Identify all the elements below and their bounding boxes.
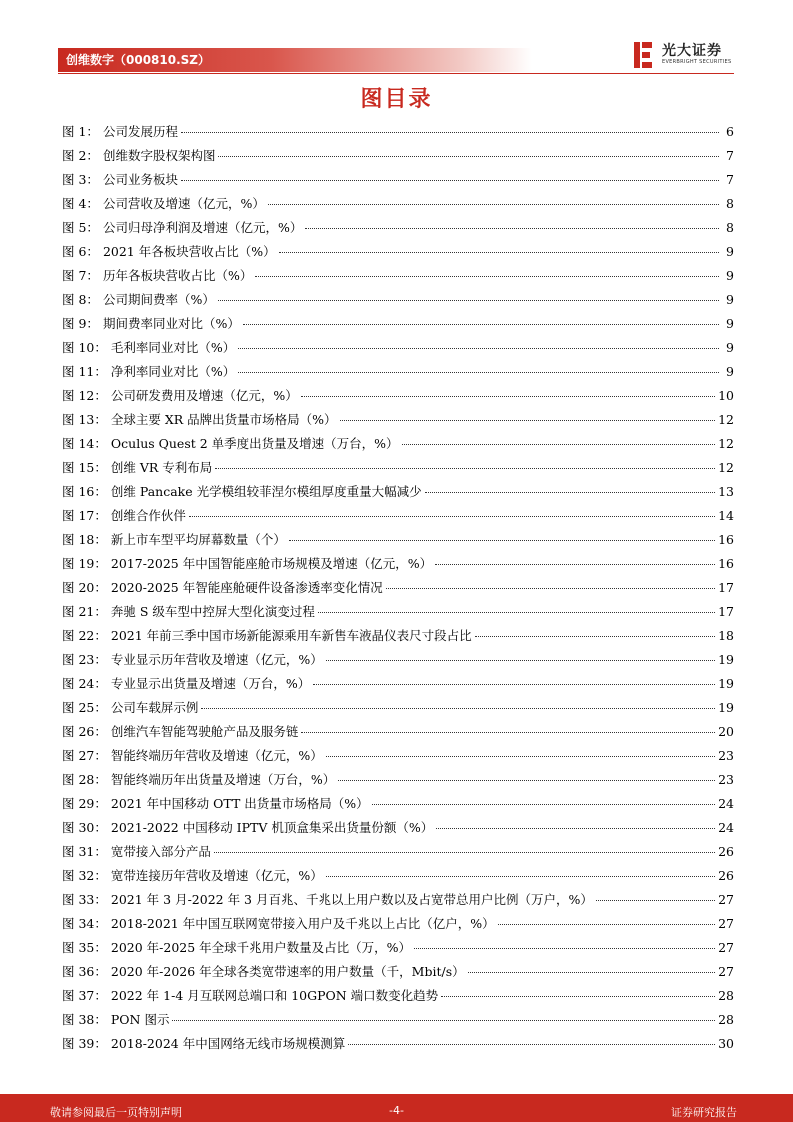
toc-title: 毛利率同业对比（%） xyxy=(110,340,236,355)
toc-title: 2017-2025 年中国智能座舱市场规模及增速（亿元，%） xyxy=(110,556,433,571)
toc-title: 专业显示出货量及增速（万台，%） xyxy=(110,676,311,691)
toc-page-number: 26 xyxy=(718,868,734,883)
toc-title: 公司业务板块 xyxy=(102,172,178,187)
toc-label: 图 27： xyxy=(62,748,107,763)
toc-label: 图 37： xyxy=(62,988,107,1003)
toc-page-number: 9 xyxy=(726,340,734,355)
toc-page-number: 28 xyxy=(718,988,734,1003)
toc-page-number: 18 xyxy=(718,628,734,643)
toc-entry[interactable] xyxy=(62,1032,734,1056)
toc-leader-dots xyxy=(441,995,715,997)
toc-title: 宽带接入部分产品 xyxy=(110,844,211,859)
toc-entry[interactable] xyxy=(62,240,734,264)
toc-title: 全球主要 XR 品牌出货量市场格局（%） xyxy=(110,412,337,427)
page-title: 图目录 xyxy=(360,87,433,112)
toc-entry[interactable] xyxy=(62,432,734,456)
page-number: -4- xyxy=(389,1104,404,1117)
toc-label: 图 25： xyxy=(62,700,107,715)
toc-page-number: 7 xyxy=(726,172,734,187)
toc-title: 2020 年-2025 年全球千兆用户数量及占比（万，%） xyxy=(110,940,412,955)
toc-label: 图 32： xyxy=(62,868,107,883)
toc-entry[interactable] xyxy=(62,120,734,144)
toc-leader-dots xyxy=(348,1043,715,1045)
toc-label: 图 28： xyxy=(62,772,107,787)
toc-page-number: 14 xyxy=(718,508,734,523)
toc-page-number: 23 xyxy=(718,748,734,763)
toc-title: 历年各板块营收占比（%） xyxy=(102,268,253,283)
toc-leader-dots xyxy=(318,611,715,613)
toc-title: 公司研发费用及增速（亿元，%） xyxy=(110,388,298,403)
toc-entry[interactable] xyxy=(62,312,734,336)
toc-label: 图 23： xyxy=(62,652,107,667)
toc-label: 图 3： xyxy=(62,172,99,187)
toc-title: 公司归母净利润及增速（亿元，%） xyxy=(102,220,303,235)
toc-leader-dots xyxy=(172,1019,715,1021)
toc-entry[interactable] xyxy=(62,840,734,864)
toc-page-number: 24 xyxy=(718,796,734,811)
toc-entry[interactable] xyxy=(62,336,734,360)
toc-entry[interactable] xyxy=(62,408,734,432)
toc-page-number: 7 xyxy=(726,148,734,163)
toc-label: 图 34： xyxy=(62,916,107,931)
toc-page-number: 8 xyxy=(726,196,734,211)
toc-label: 图 22： xyxy=(62,628,107,643)
toc-title: 2021 年中国移动 OTT 出货量市场格局（%） xyxy=(110,796,369,811)
toc-leader-dots xyxy=(279,251,719,253)
toc-title: 期间费率同业对比（%） xyxy=(102,316,240,331)
toc-page-number: 19 xyxy=(718,652,734,667)
toc-label: 图 2： xyxy=(62,148,99,163)
toc-label: 图 18： xyxy=(62,532,107,547)
toc-label: 图 5： xyxy=(62,220,99,235)
toc-entry[interactable] xyxy=(62,792,734,816)
toc-label: 图 13： xyxy=(62,412,107,427)
toc-label: 图 11： xyxy=(62,364,107,379)
toc-title: Oculus Quest 2 单季度出货量及增速（万台，%） xyxy=(110,436,399,451)
toc-entry[interactable] xyxy=(62,1008,734,1032)
toc-page-number: 26 xyxy=(718,844,734,859)
toc-leader-dots xyxy=(326,659,715,661)
toc-label: 图 7： xyxy=(62,268,99,283)
toc-entry[interactable] xyxy=(62,552,734,576)
toc-leader-dots xyxy=(414,947,715,949)
toc-label: 图 4： xyxy=(62,196,99,211)
toc-title: 公司期间费率（%） xyxy=(102,292,215,307)
logo-name-en: EVERBRIGHT SECURITIES xyxy=(662,59,732,65)
header-company: 创维数字（000810.SZ） xyxy=(66,53,211,67)
toc-title: 2020-2025 年智能座舱硬件设备渗透率变化情况 xyxy=(110,580,383,595)
toc-title: 创维 VR 专利布局 xyxy=(110,460,213,475)
toc-page-number: 16 xyxy=(718,556,734,571)
toc-page-number: 17 xyxy=(718,580,734,595)
toc-entry[interactable] xyxy=(62,624,734,648)
toc-label: 图 12： xyxy=(62,388,107,403)
toc-title: 2018-2024 年中国网络无线市场规模测算 xyxy=(110,1036,346,1051)
toc-leader-dots xyxy=(218,155,719,157)
toc-leader-dots xyxy=(238,347,719,349)
footer-disclaimer: 敬请参阅最后一页特别声明 xyxy=(50,1106,182,1119)
toc-entry[interactable] xyxy=(62,960,734,984)
toc-entry[interactable] xyxy=(62,696,734,720)
toc-page-number: 8 xyxy=(726,220,734,235)
toc-label: 图 14： xyxy=(62,436,107,451)
toc-leader-dots xyxy=(238,371,719,373)
toc-label: 图 29： xyxy=(62,796,107,811)
footer-report-type: 证券研究报告 xyxy=(671,1106,737,1119)
toc-label: 图 19： xyxy=(62,556,107,571)
toc-page-number: 17 xyxy=(718,604,734,619)
toc-leader-dots xyxy=(340,419,716,421)
toc-entry[interactable] xyxy=(62,192,734,216)
toc-page-number: 9 xyxy=(726,292,734,307)
toc-page-number: 19 xyxy=(718,676,734,691)
toc-label: 图 8： xyxy=(62,292,99,307)
toc-label: 图 16： xyxy=(62,484,107,499)
toc-label: 图 17： xyxy=(62,508,107,523)
toc-title: 智能终端历年营收及增速（亿元，%） xyxy=(110,748,323,763)
toc-leader-dots xyxy=(218,299,719,301)
toc-page-number: 27 xyxy=(718,940,734,955)
everbright-logo-icon xyxy=(632,40,654,70)
logo-name-cn: 光大证券 xyxy=(662,43,722,59)
header-rule xyxy=(58,73,734,74)
toc-page-number: 24 xyxy=(718,820,734,835)
toc-label: 图 24： xyxy=(62,676,107,691)
toc-title: 创维合作伙伴 xyxy=(110,508,186,523)
toc-title: 2020 年-2026 年全球各类宽带速率的用户数量（千，Mbit/s） xyxy=(110,964,465,979)
toc-entry[interactable] xyxy=(62,384,734,408)
toc-title: 2021 年前三季中国市场新能源乘用车新售车液晶仪表尺寸段占比 xyxy=(110,628,472,643)
toc-page-number: 12 xyxy=(718,436,734,451)
toc-page-number: 9 xyxy=(726,244,734,259)
toc-page-number: 9 xyxy=(726,268,734,283)
toc-leader-dots xyxy=(243,323,719,325)
toc-leader-dots xyxy=(214,851,715,853)
toc-leader-dots xyxy=(289,539,715,541)
toc-title: PON 图示 xyxy=(110,1012,170,1027)
toc-title: 创维汽车智能驾驶舱产品及服务链 xyxy=(110,724,299,739)
toc-entry[interactable] xyxy=(62,576,734,600)
toc-label: 图 1： xyxy=(62,124,99,139)
toc-label: 图 33： xyxy=(62,892,107,907)
toc-leader-dots xyxy=(372,803,715,805)
toc-label: 图 15： xyxy=(62,460,107,475)
toc-entry[interactable] xyxy=(62,216,734,240)
toc-page-number: 19 xyxy=(718,700,734,715)
toc-leader-dots xyxy=(301,395,715,397)
toc-page-number: 16 xyxy=(718,532,734,547)
toc-title: 公司营收及增速（亿元，%） xyxy=(102,196,265,211)
toc-title: 公司车载屏示例 xyxy=(110,700,199,715)
toc-leader-dots xyxy=(498,923,716,925)
toc-leader-dots xyxy=(596,899,715,901)
toc-entry[interactable] xyxy=(62,720,734,744)
toc-page-number: 10 xyxy=(718,388,734,403)
toc-page-number: 28 xyxy=(718,1012,734,1027)
toc-entry[interactable] xyxy=(62,480,734,504)
toc-leader-dots xyxy=(436,827,715,829)
toc-leader-dots xyxy=(301,731,715,733)
toc-title: 奔驰 S 级车型中控屏大型化演变过程 xyxy=(110,604,315,619)
toc-entry[interactable] xyxy=(62,144,734,168)
toc-entry[interactable] xyxy=(62,264,734,288)
toc-entry[interactable] xyxy=(62,288,734,312)
toc-entry[interactable] xyxy=(62,984,734,1008)
toc-title: 创维 Pancake 光学模组较菲涅尔模组厚度重量大幅减少 xyxy=(110,484,422,499)
toc-leader-dots xyxy=(313,683,715,685)
toc-label: 图 38： xyxy=(62,1012,107,1027)
toc-label: 图 10： xyxy=(62,340,107,355)
toc-title: 2021 年 3 月-2022 年 3 月百兆、千兆以上用户数以及占宽带总用户比例（万户，%） xyxy=(110,892,593,907)
toc-leader-dots xyxy=(215,467,715,469)
toc-label: 图 9： xyxy=(62,316,99,331)
toc-leader-dots xyxy=(425,491,715,493)
toc-page-number: 9 xyxy=(726,364,734,379)
toc-title: 宽带连接历年营收及增速（亿元，%） xyxy=(110,868,323,883)
toc-entry[interactable] xyxy=(62,504,734,528)
toc-entry[interactable] xyxy=(62,360,734,384)
toc-title: 2021 年各板块营收占比（%） xyxy=(102,244,276,259)
toc-leader-dots xyxy=(189,515,715,517)
toc-entry[interactable] xyxy=(62,888,734,912)
toc-page-number: 27 xyxy=(718,916,734,931)
toc-page-number: 9 xyxy=(726,316,734,331)
toc-leader-dots xyxy=(402,443,716,445)
toc-page-number: 20 xyxy=(718,724,734,739)
toc-leader-dots xyxy=(435,563,715,565)
toc-label: 图 31： xyxy=(62,844,107,859)
toc-leader-dots xyxy=(181,179,719,181)
toc-page-number: 27 xyxy=(718,964,734,979)
toc-leader-dots xyxy=(326,875,715,877)
toc-entry[interactable] xyxy=(62,456,734,480)
toc-leader-dots xyxy=(338,779,715,781)
toc-label: 图 39： xyxy=(62,1036,107,1051)
toc-leader-dots xyxy=(181,131,719,133)
toc-title: 2018-2021 年中国互联网宽带接入用户及千兆以上占比（亿户，%） xyxy=(110,916,495,931)
toc-label: 图 35： xyxy=(62,940,107,955)
figure-list xyxy=(62,120,734,1056)
toc-leader-dots xyxy=(475,635,715,637)
toc-title: 创维数字股权架构图 xyxy=(102,148,216,163)
toc-entry[interactable] xyxy=(62,912,734,936)
toc-label: 图 26： xyxy=(62,724,107,739)
toc-label: 图 30： xyxy=(62,820,107,835)
toc-entry[interactable] xyxy=(62,672,734,696)
toc-page-number: 23 xyxy=(718,772,734,787)
toc-entry[interactable] xyxy=(62,648,734,672)
toc-leader-dots xyxy=(468,971,715,973)
toc-label: 图 36： xyxy=(62,964,107,979)
broker-logo xyxy=(632,40,742,72)
toc-label: 图 6： xyxy=(62,244,99,259)
toc-title: 净利率同业对比（%） xyxy=(110,364,236,379)
toc-entry[interactable] xyxy=(62,744,734,768)
toc-entry[interactable] xyxy=(62,600,734,624)
toc-entry[interactable] xyxy=(62,936,734,960)
toc-title: 2022 年 1-4 月互联网总端口和 10GPON 端口数变化趋势 xyxy=(110,988,439,1003)
toc-page-number: 12 xyxy=(718,460,734,475)
toc-leader-dots xyxy=(255,275,719,277)
toc-page-number: 6 xyxy=(726,124,734,139)
toc-leader-dots xyxy=(386,587,715,589)
toc-leader-dots xyxy=(326,755,715,757)
toc-leader-dots xyxy=(268,203,719,205)
toc-leader-dots xyxy=(305,227,719,229)
toc-label: 图 20： xyxy=(62,580,107,595)
toc-title: 智能终端历年出货量及增速（万台，%） xyxy=(110,772,336,787)
toc-leader-dots xyxy=(201,707,715,709)
toc-title: 公司发展历程 xyxy=(102,124,178,139)
toc-page-number: 27 xyxy=(718,892,734,907)
toc-page-number: 13 xyxy=(718,484,734,499)
toc-entry[interactable] xyxy=(62,768,734,792)
toc-page-number: 30 xyxy=(718,1036,734,1051)
toc-title: 新上市车型平均屏幕数量（个） xyxy=(110,532,286,547)
toc-page-number: 12 xyxy=(718,412,734,427)
toc-entry[interactable] xyxy=(62,864,734,888)
toc-label: 图 21： xyxy=(62,604,107,619)
toc-title: 2021-2022 中国移动 IPTV 机顶盒集采出货量份额（%） xyxy=(110,820,434,835)
toc-entry[interactable] xyxy=(62,168,734,192)
toc-entry[interactable] xyxy=(62,528,734,552)
toc-title: 专业显示历年营收及增速（亿元，%） xyxy=(110,652,323,667)
toc-entry[interactable] xyxy=(62,816,734,840)
